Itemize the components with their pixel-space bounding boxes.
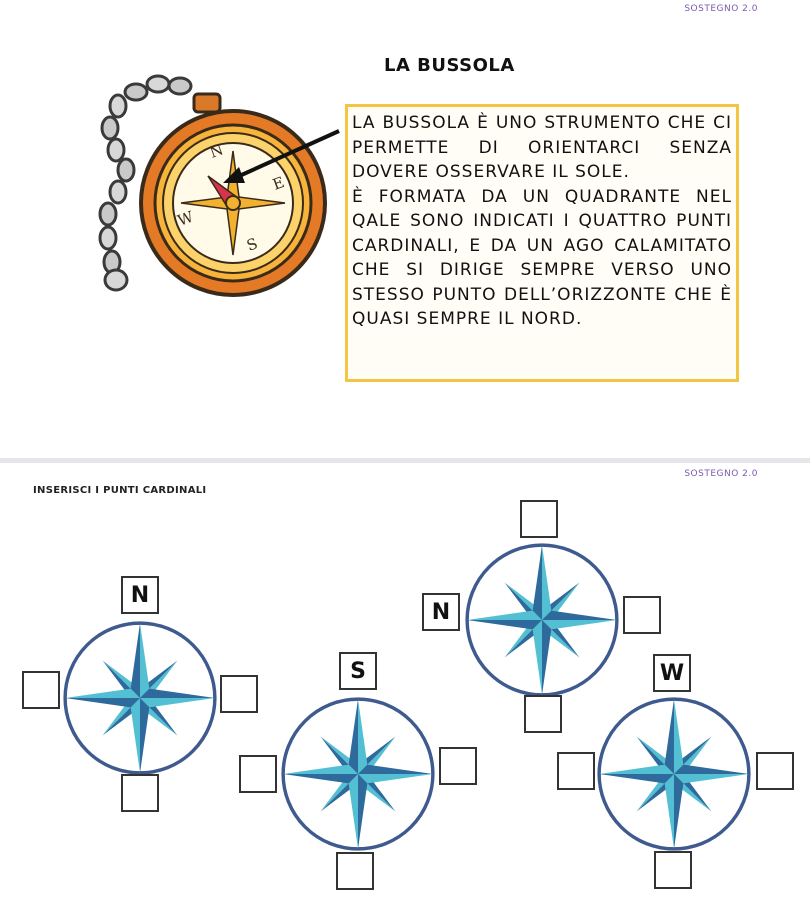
compass-letter-w: W — [175, 207, 196, 230]
compass-rose-2 — [280, 696, 436, 852]
answer-box-2-right[interactable] — [439, 747, 477, 785]
answer-box-3-left[interactable]: N — [422, 593, 460, 631]
definition-paragraph-1: LA BUSSOLA È UNO STRUMENTO CHE CI PERMETTE DI ORIENTARCI SENZA DOVERE OSSERVARE IL SOLE. — [352, 113, 732, 182]
answer-box-4-left[interactable] — [557, 752, 595, 790]
compass-rose-icon — [62, 620, 218, 776]
answer-box-3-top[interactable] — [520, 500, 558, 538]
compass-rose-1 — [62, 620, 218, 776]
answer-box-3-bottom[interactable] — [524, 695, 562, 733]
answer-box-1-top[interactable]: N — [121, 576, 159, 614]
answer-box-3-right[interactable] — [623, 596, 661, 634]
answer-box-1-right[interactable] — [220, 675, 258, 713]
compass-rose-4 — [596, 696, 752, 852]
answer-box-4-bottom[interactable] — [654, 851, 692, 889]
answer-box-4-right[interactable] — [756, 752, 794, 790]
answer-box-2-bottom[interactable] — [336, 852, 374, 890]
answer-box-4-top[interactable]: W — [653, 654, 691, 692]
compass-letter-n: N — [207, 140, 226, 162]
worksheet-page-2 — [0, 463, 810, 909]
brand-label: SOSTEGNO 2.0 — [684, 469, 758, 479]
brand-label: SOSTEGNO 2.0 — [684, 4, 758, 14]
page-title: LA BUSSOLA — [384, 55, 515, 76]
answer-box-1-bottom[interactable] — [121, 774, 159, 812]
answer-box-2-left[interactable] — [239, 755, 277, 793]
answer-box-1-left[interactable] — [22, 671, 60, 709]
compass-letter-e: E — [270, 173, 287, 194]
definition-box — [345, 104, 739, 382]
compass-letter-s: S — [244, 234, 261, 255]
exercise-instruction: INSERISCI I PUNTI CARDINALI — [33, 485, 207, 496]
compass-rose-icon — [596, 696, 752, 852]
compass-rose-icon — [280, 696, 436, 852]
definition-paragraph-2: È FORMATA DA UN QUADRANTE NEL QALE SONO INDICATI I QUATTRO PUNTI CARDINALI, E DA UN AGO CALAMITATO CHE SI DIRIGE SEMPRE VERSO UNO STESSO PUNTO DELL’ORIZZONTE CHE È QUASI SEMPRE IL NORD. — [352, 186, 732, 329]
compass-rose-3 — [464, 542, 620, 698]
compass-rose-icon — [464, 542, 620, 698]
arrow-icon — [215, 125, 345, 190]
answer-box-2-top[interactable]: S — [339, 652, 377, 690]
